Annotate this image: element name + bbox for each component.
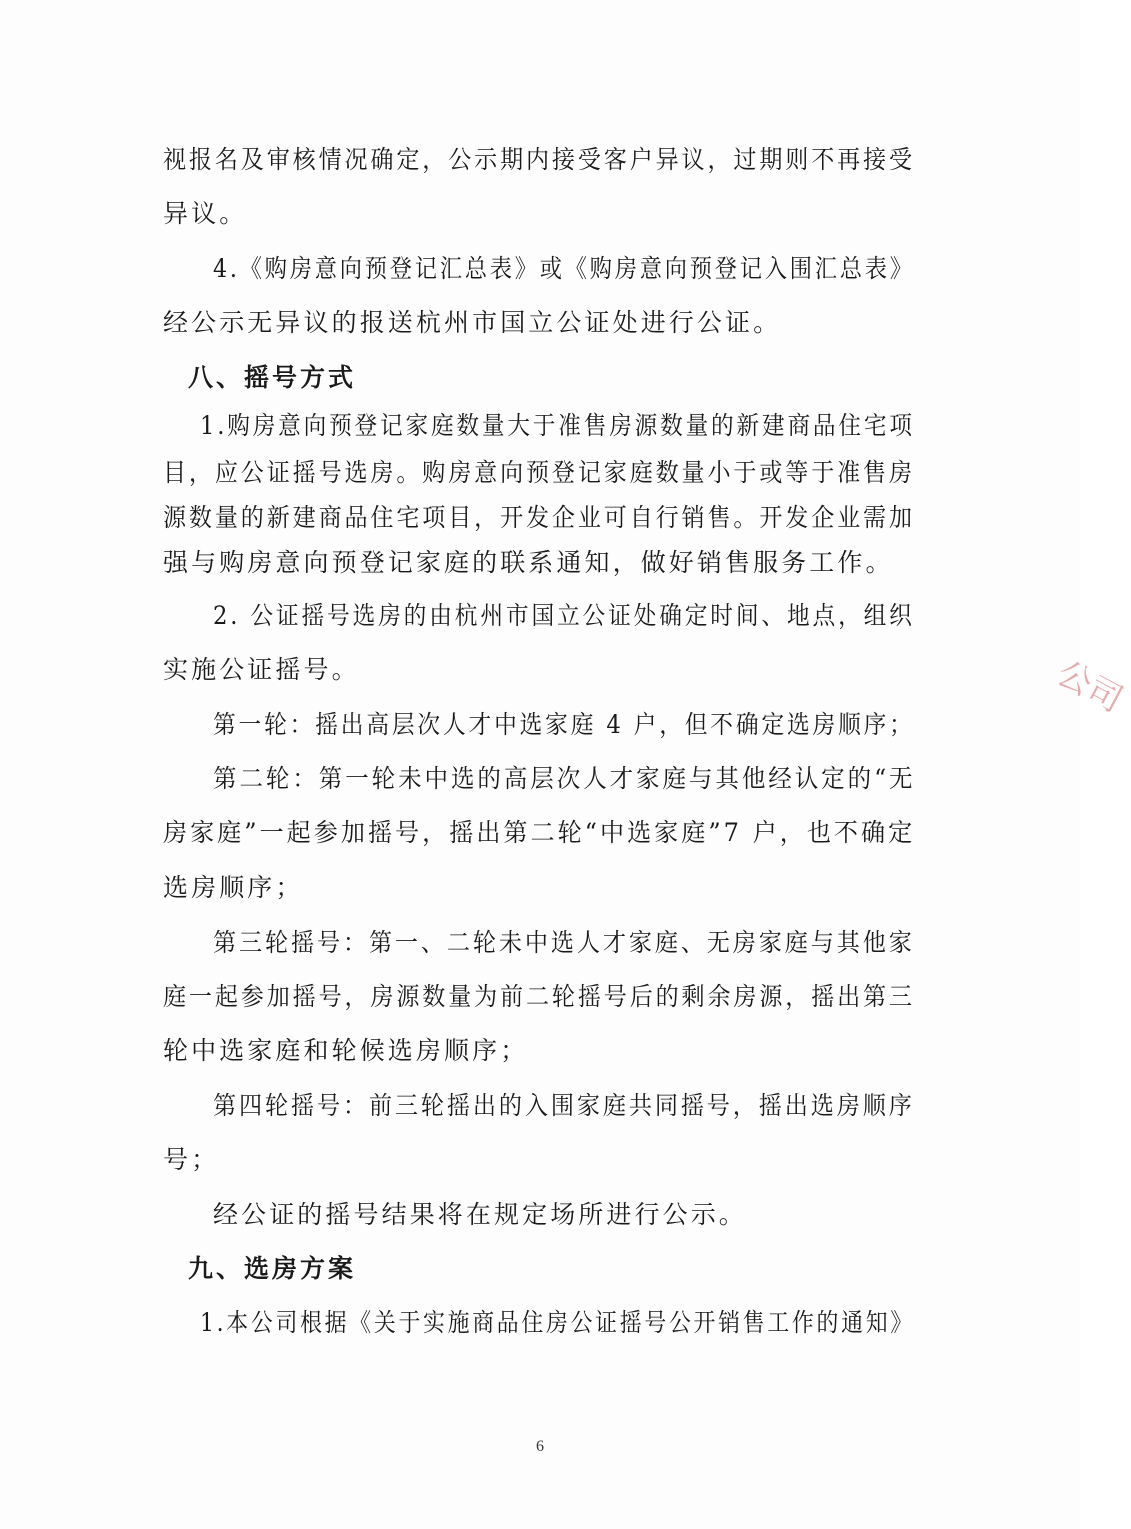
paragraph-line: 4.《购房意向预登记汇总表》或《购房意向预登记入围汇总表》	[213, 254, 915, 283]
section-heading-room-selection: 九、选房方案	[188, 1254, 357, 1283]
section-heading-lottery: 八、摇号方式	[188, 363, 357, 392]
paragraph-line: 目，应公证摇号选房。购房意向预登记家庭数量小于或等于准售房	[163, 458, 915, 487]
paragraph-line: 1.购房意向预登记家庭数量大于准售房源数量的新建商品住宅项	[200, 411, 915, 440]
paragraph-line: 2. 公证摇号选房的由杭州市国立公证处确定时间、地点，组织	[213, 601, 915, 630]
paragraph-line: 1.本公司根据《关于实施商品住房公证摇号公开销售工作的通知》	[200, 1308, 915, 1337]
paragraph-line: 第三轮摇号：第一、二轮未中选人才家庭、无房家庭与其他家	[213, 928, 915, 957]
paragraph-line: 选房顺序；	[163, 873, 304, 902]
red-seal-stamp	[975, 653, 1131, 862]
paragraph-line: 第一轮：摇出高层次人才中选家庭 4 户，但不确定选房顺序；	[213, 710, 915, 739]
paragraph-line: 强与购房意向预登记家庭的联系通知，做好销售服务工作。	[163, 548, 894, 577]
paragraph-line: 号；	[163, 1145, 220, 1174]
seal-text: 公司	[1050, 653, 1130, 721]
paragraph-line: 第四轮摇号：前三轮摇出的入围家庭共同摇号，摇出选房顺序	[213, 1091, 915, 1120]
paragraph-line: 视报名及审核情况确定，公示期内接受客户异议，过期则不再接受	[163, 145, 915, 174]
page-number: 6	[536, 1438, 544, 1455]
paragraph-line: 经公证的摇号结果将在规定场所进行公示。	[213, 1200, 747, 1229]
paragraph-line: 轮中选家庭和轮候选房顺序；	[163, 1036, 529, 1065]
paragraph-line: 庭一起参加摇号，房源数量为前二轮摇号后的剩余房源，摇出第三	[163, 982, 915, 1011]
paragraph-line: 房家庭”一起参加摇号，摇出第二轮“中选家庭”7 户，也不确定	[163, 818, 916, 847]
paragraph-line: 经公示无异议的报送杭州市国立公证处进行公证。	[163, 308, 782, 337]
paragraph-line: 实施公证摇号。	[163, 655, 360, 684]
paragraph-line: 异议。	[163, 199, 248, 228]
paragraph-line: 源数量的新建商品住宅项目，开发企业可自行销售。开发企业需加	[163, 503, 915, 532]
paragraph-line: 第二轮：第一轮未中选的高层次人才家庭与其他经认定的“无	[213, 764, 916, 793]
